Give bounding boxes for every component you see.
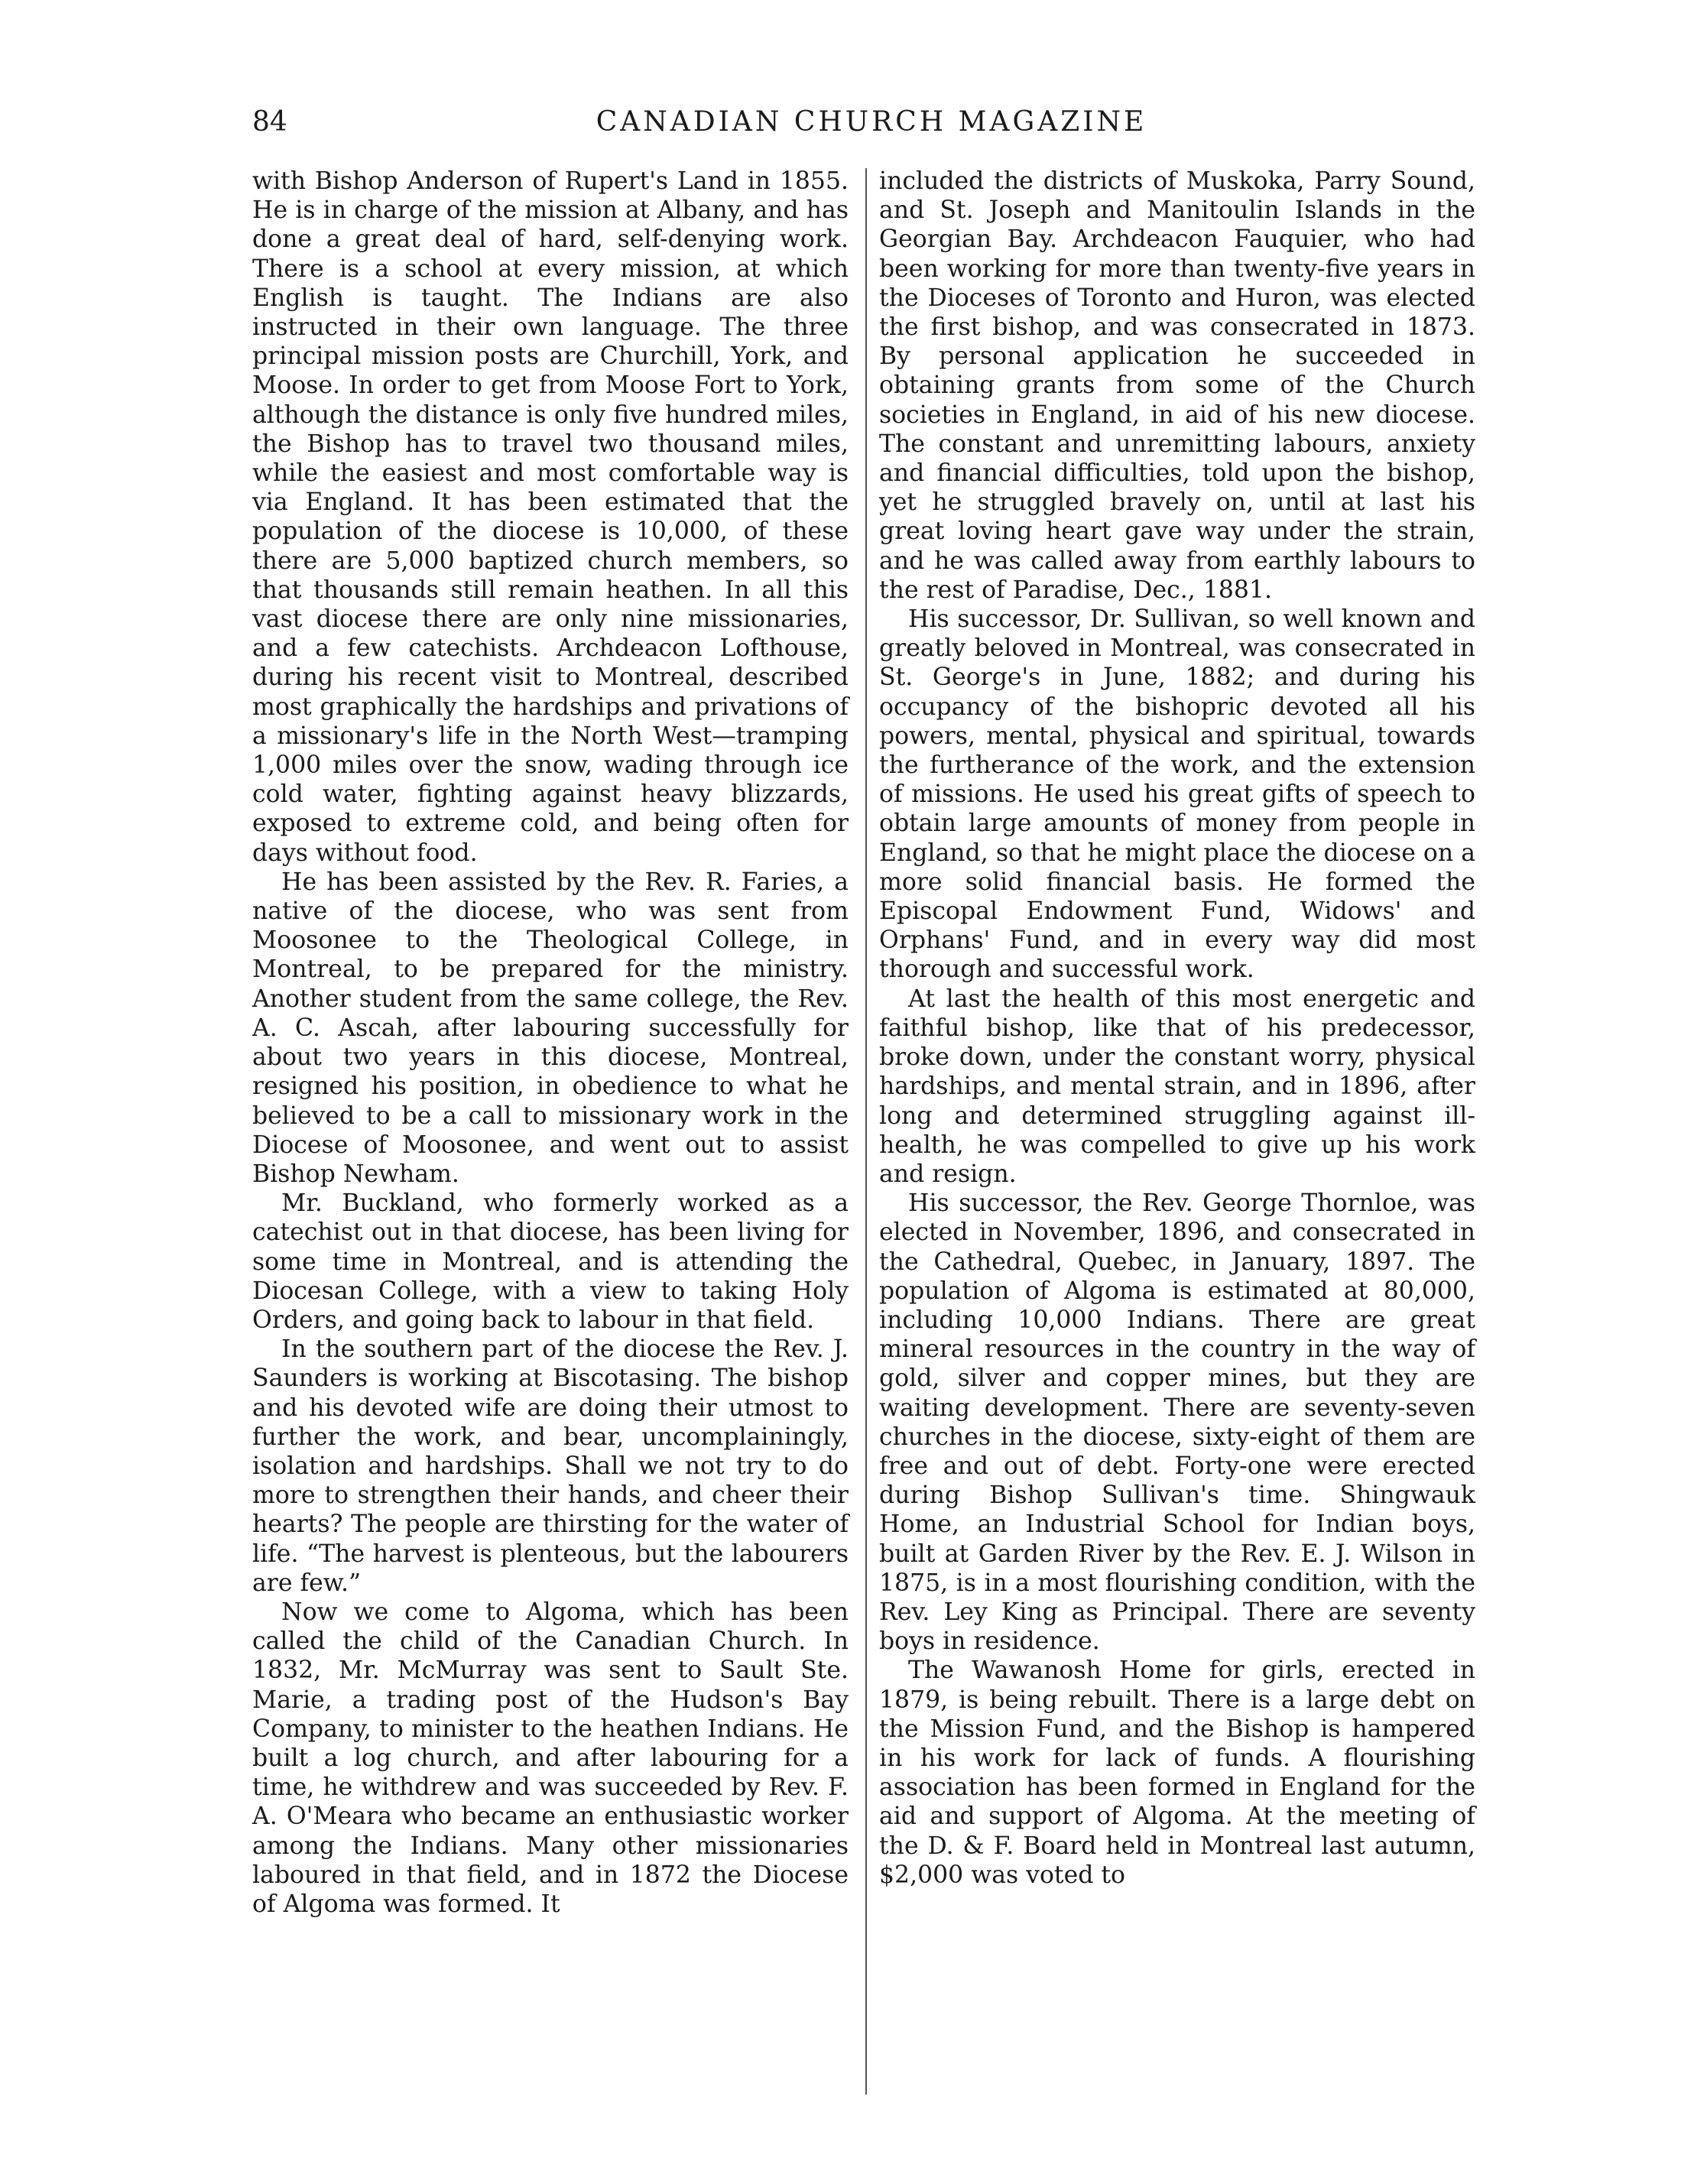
page-number: 84 — [252, 106, 287, 138]
paragraph: included the districts of Muskoka, Parry Sound, and St. Joseph and Manitoulin Islands in the Georgian Bay. Archdeacon Fauquier, who had been working for more than twenty-five years in the Dioceses of Toronto and Huron, was elected the first bishop, and was consecrated in 1873. By personal application he succeeded in obtaining grants from some of the Church societies in England, in aid of his new diocese. The constant and unremitting labours, anxiety and financial difficulties, told upon the bishop, yet he struggled bravely on, until at last his great loving heart gave way under the strain, and he was called away from earthly labours to the rest of Paradise, Dec., 1881. — [879, 167, 1475, 604]
left-column — [252, 167, 849, 1919]
running-title: CANADIAN CHURCH MAGAZINE — [595, 106, 1147, 138]
page-header — [252, 99, 1491, 145]
paragraph: with Bishop Anderson of Rupert's Land in 1855. He is in charge of the mission at Albany, and has done a great deal of hard, self-denying work. There is a school at every mission, at which English is taught. The Indians are also instructed in their own language. The three principal mission posts are Churchill, York, and Moose. In order to get from Moose Fort to York, although the distance is only five hundred miles, the Bishop has to travel two thousand miles, while the easiest and most comfortable way is via England. It has been estimated that the population of the diocese is 10,000, of these there are 5,000 baptized church members, so that thousands still remain heathen. In all this vast diocese there are only nine missionaries, and a few catechists. Archdeacon Lofthouse, during his recent visit to Montreal, described most graphically the hardships and privations of a missionary's life in the North West—tramping 1,000 miles over the snow, wading through ice cold water, fighting against heavy blizzards, exposed to extreme cold, and being often for days without food. — [252, 167, 849, 867]
paragraph: At last the health of this most energetic and faithful bishop, like that of his predecessor, broke down, under the constant worry, physical hardships, and mental strain, and in 1896, after long and determined struggling against ill-health, he was compelled to give up his work and resign. — [879, 985, 1475, 1188]
paragraph: He has been assisted by the Rev. R. Faries, a native of the diocese, who was sent from Moosonee to the Theological College, in Montreal, to be prepared for the ministry. Another student from the same college, the Rev. A. C. Ascah, after labouring successfully for about two years in this diocese, Montreal, resigned his position, in obedience to what he believed to be a call to missionary work in the Diocese of Moosonee, and went out to assist Bishop Newham. — [252, 868, 849, 1188]
column-divider — [865, 168, 867, 2095]
paragraph: In the southern part of the diocese the Rev. J. Saunders is working at Biscotasing. The bishop and his devoted wife are doing their utmost to further the work, and bear, uncomplainingly, isolation and hardships. Shall we not try to do more to strengthen their hands, and cheer their hearts? The people are thirsting for the water of life. “The harvest is plenteous, but the labourers are few.” — [252, 1335, 849, 1597]
paragraph: Mr. Buckland, who formerly worked as a catechist out in that diocese, has been living for some time in Montreal, and is attending the Diocesan College, with a view to taking Holy Orders, and going back to labour in that field. — [252, 1189, 849, 1334]
paragraph: His successor, Dr. Sullivan, so well known and greatly beloved in Montreal, was consecrated in St. George's in June, 1882; and during his occupancy of the bishopric devoted all his powers, mental, physical and spiritual, towards the furtherance of the work, and the extension of missions. He used his great gifts of speech to obtain large amounts of money from people in England, so that he might place the diocese on a more solid financial basis. He formed the Episcopal Endowment Fund, Widows' and Orphans' Fund, and in every way did most thorough and successful work. — [879, 605, 1475, 984]
right-column — [879, 167, 1475, 1890]
paragraph: The Wawanosh Home for girls, erected in 1879, is being rebuilt. There is a large debt on the Mission Fund, and the Bishop is hampered in his work for lack of funds. A flourishing association has been formed in England for the aid and support of Algoma. At the meeting of the D. & F. Board held in Montreal last autumn, $2,000 was voted to — [879, 1657, 1475, 1889]
paragraph: Now we come to Algoma, which has been called the child of the Canadian Church. In 1832, Mr. McMurray was sent to Sault Ste. Marie, a trading post of the Hudson's Bay Company, to minister to the heathen Indians. He built a log church, and after labouring for a time, he withdrew and was succeeded by Rev. F. A. O'Meara who became an enthusiastic worker among the Indians. Many other missionaries laboured in that field, and in 1872 the Diocese of Algoma was formed. It — [252, 1598, 849, 1918]
paragraph: His successor, the Rev. George Thornloe, was elected in November, 1896, and consecrated in the Cathedral, Quebec, in January, 1897. The population of Algoma is estimated at 80,000, including 10,000 Indians. There are great mineral resources in the country in the way of gold, silver and copper mines, but they are waiting development. There are seventy-seven churches in the diocese, sixty-eight of them are free and out of debt. Forty-one were erected during Bishop Sullivan's time. Shingwauk Home, an Industrial School for Indian boys, built at Garden River by the Rev. E. J. Wilson in 1875, is in a most flourishing condition, with the Rev. Ley King as Principal. There are seventy boys in residence. — [879, 1189, 1475, 1656]
